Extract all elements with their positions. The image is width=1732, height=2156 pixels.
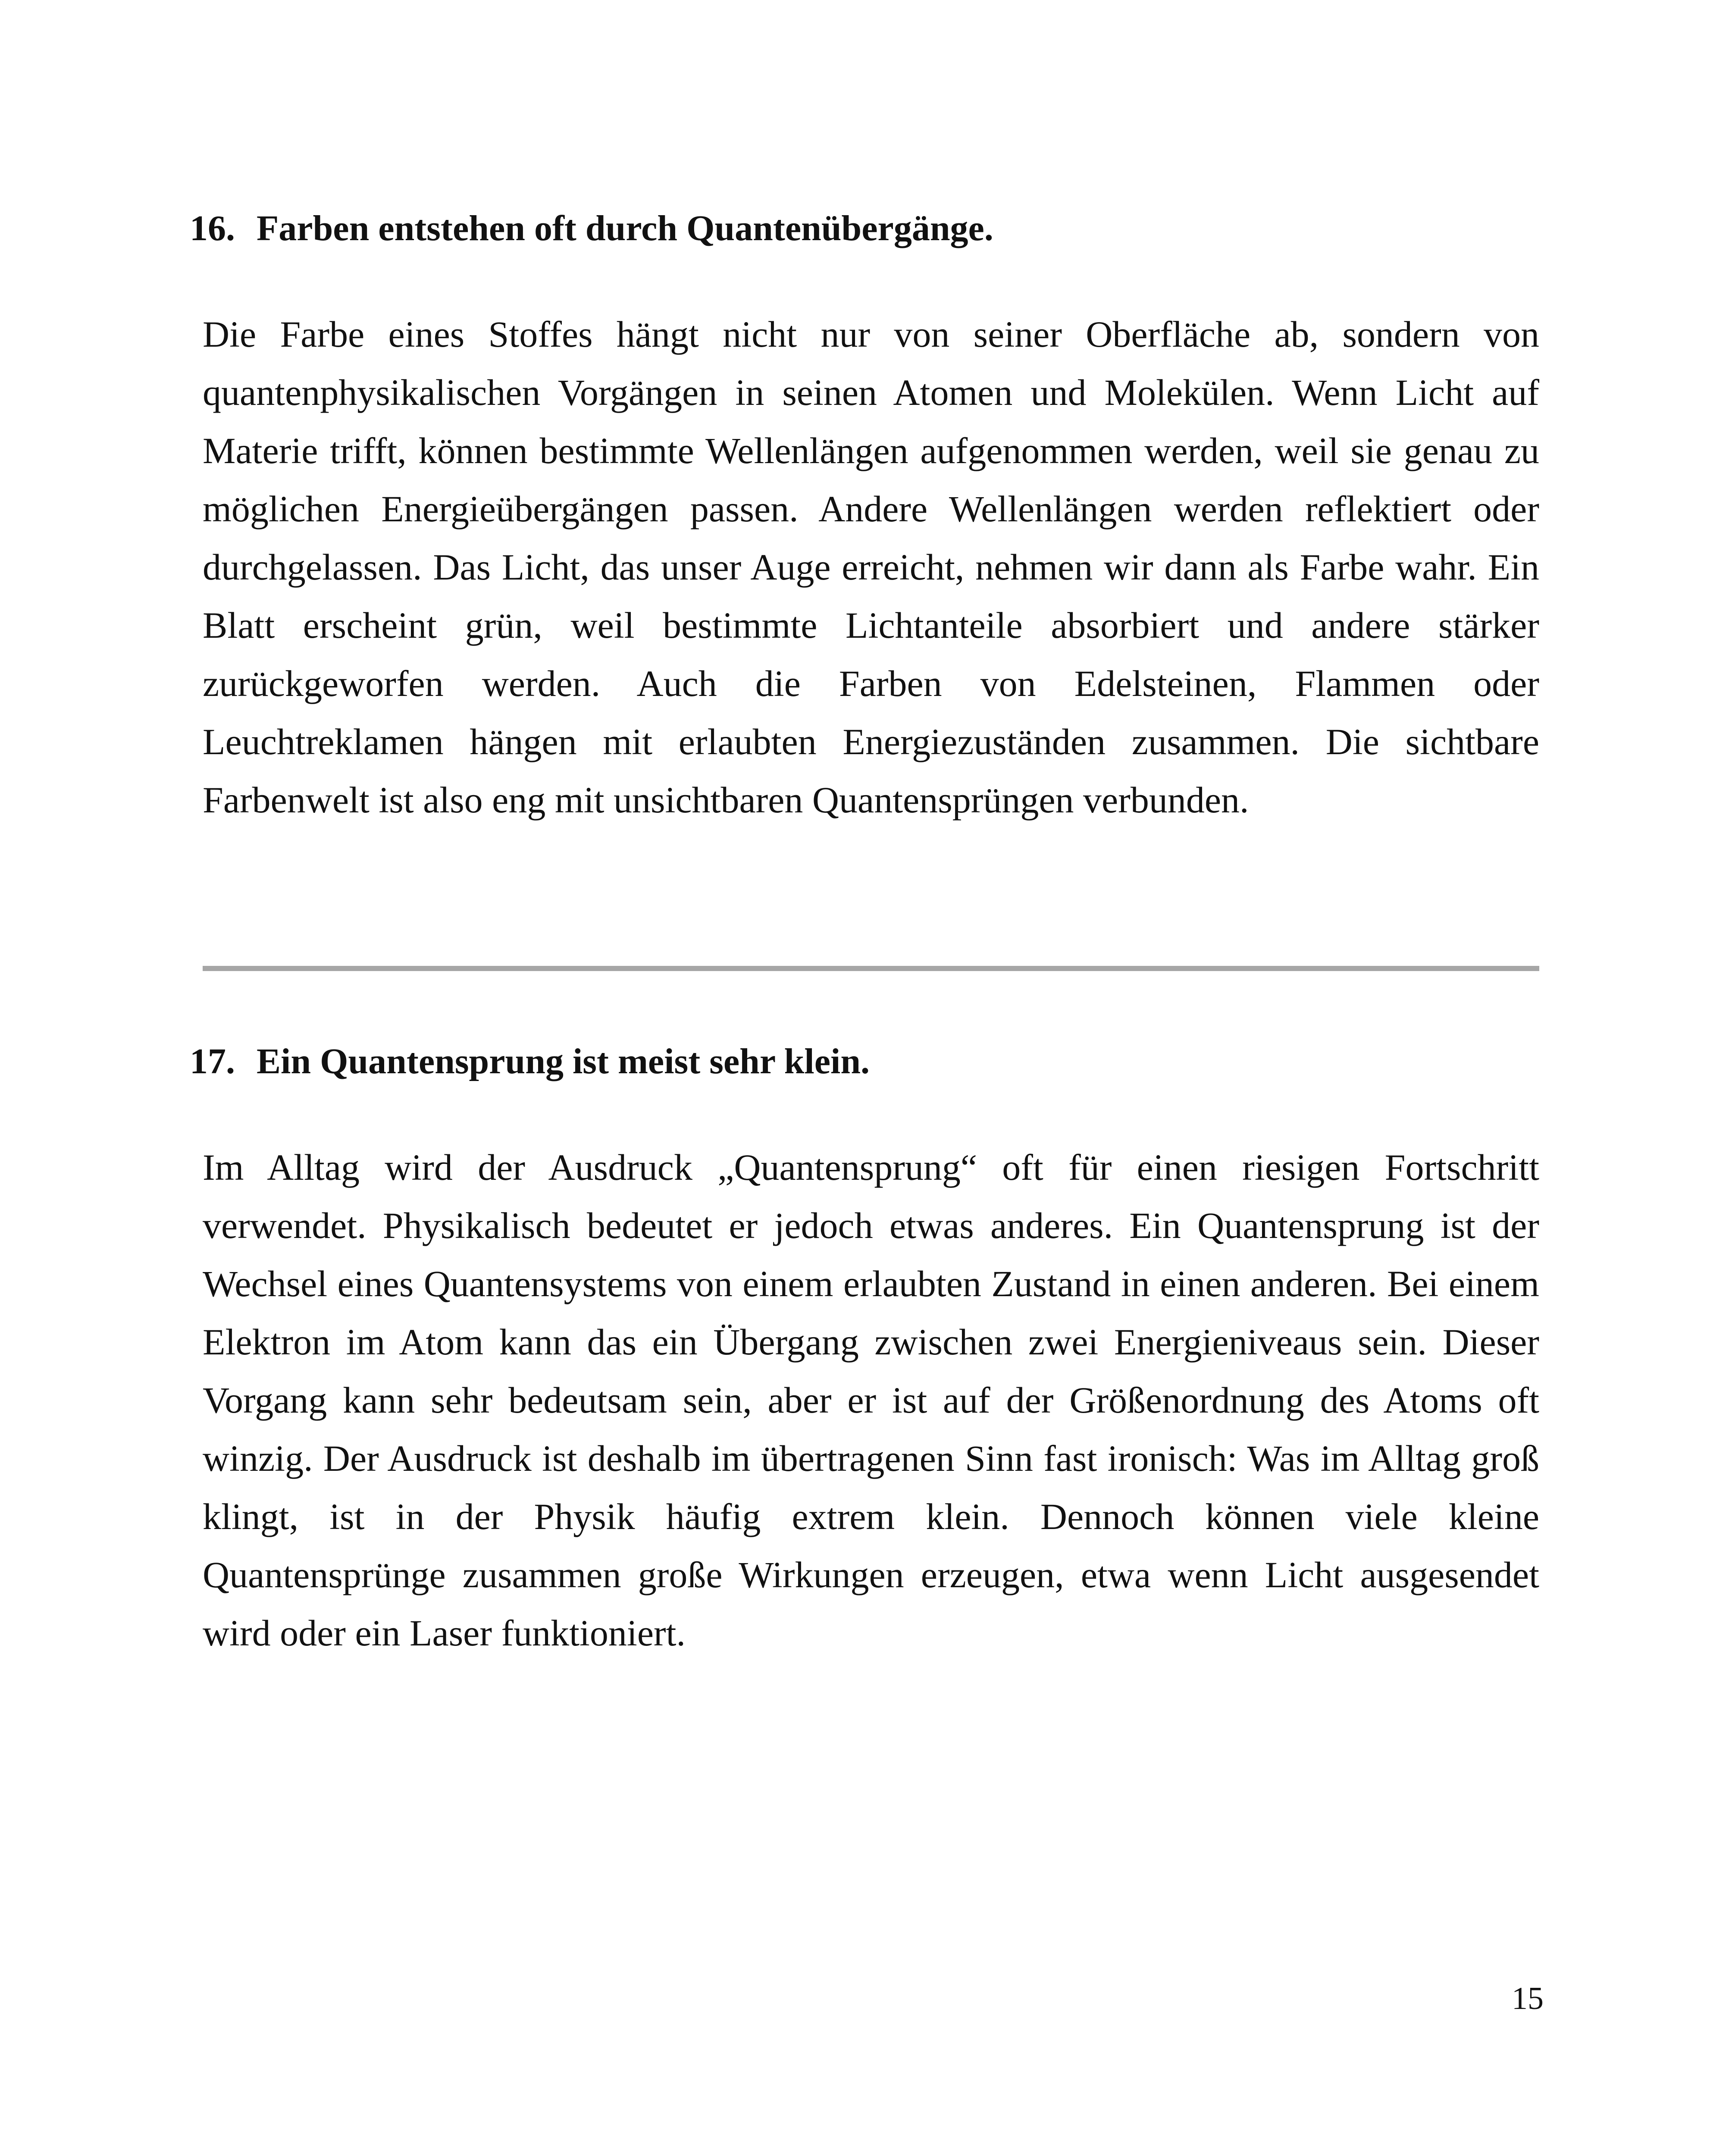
section-16-number: 16. [190, 208, 235, 248]
section-16-title: Farben entstehen oft durch Quantenübergänge. [257, 208, 993, 248]
section-17-number: 17. [190, 1041, 235, 1081]
section-16-body: Die Farbe eines Stoffes hängt nicht nur von seiner Oberfläche ab, sondern von quantenphysikalischen Vorgängen in seinen Atomen und Molekülen. Wenn Licht auf Materie trifft, können bestimmte Wellenlängen aufgenommen werden, weil sie genau zu möglichen Energieübergängen passen. Andere Wellenlängen werden reflektiert oder durchgelassen. Das Licht, das unser Auge erreicht, nehmen wir dann als Farbe wahr. Ein Blatt erscheint grün, weil bestimmte Lichtanteile absorbiert und andere stärker zurückgeworfen werden. Auch die Farben von Edelsteinen, Flammen oder Leuchtreklamen hängen mit erlaubten Energiezuständen zusammen. Die sichtbare Farbenwelt ist also eng mit unsichtbaren Quantensprüngen verbunden. [203, 313, 1539, 821]
section-17-title: Ein Quantensprung ist meist sehr klein. [257, 1041, 870, 1081]
section-17-heading [190, 1040, 1544, 1083]
section-16-heading [190, 207, 1544, 250]
section-17-body: Im Alltag wird der Ausdruck „Quantensprung“ oft für einen riesigen Fortschritt verwendet. Physikalisch bedeutet er jedoch etwas anderes. Ein Quantensprung ist der Wechsel eines Quantensystems von einem erlaubten Zustand in einen anderen. Bei einem Elektron im Atom kann das ein Übergang zwischen zwei Energieniveaus sein. Dieser Vorgang kann sehr bedeutsam sein, aber er ist auf der Größenordnung des Atoms oft winzig. Der Ausdruck ist deshalb im übertragenen Sinn fast ironisch: Was im Alltag groß klingt, ist in der Physik häufig extrem klein. Dennoch können viele kleine Quantensprünge zusammen große Wirkungen erzeugen, etwa wenn Licht ausgesendet wird oder ein Laser funktioniert. [203, 1147, 1539, 1654]
section-divider [203, 966, 1539, 971]
page-number: 15 [1512, 1981, 1544, 2016]
